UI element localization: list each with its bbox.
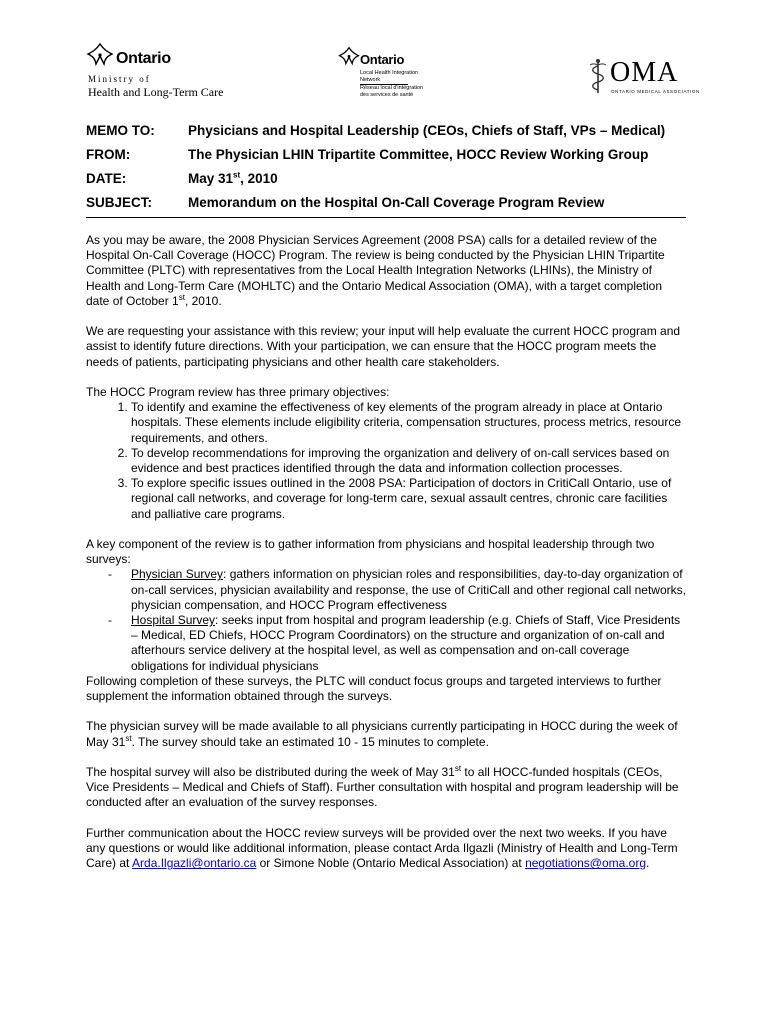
hospital-survey-title: Hospital Survey bbox=[131, 613, 216, 628]
subject-value: Memorandum on the Hospital On-Call Coverage Program Review bbox=[188, 195, 605, 210]
paragraph-intro: As you may be aware, the 2008 Physician Services Agreement (2008 PSA) calls for a detailed review of the Hospital On-Call Coverage (HOCC) Program. The review is being conducted by the Physician LHIN Tripartite Committee (PLTC) with representatives from the Local Health Integration Networks (LHINs), the Ministry of Health and Long-Term Care (MOHLTC) and the Ontario Medical Association (OMA), with a target completion date of October 1st, 2010. bbox=[86, 233, 665, 308]
lhin-logo-name: Ontario bbox=[360, 52, 405, 67]
oma-email-link[interactable]: negotiations@oma.org bbox=[525, 856, 646, 871]
memo-body bbox=[86, 233, 686, 887]
paragraph-contact: Further communication about the HOCC review surveys will be provided over the next two weeks. If you have any questions or would like additional information, please contact Arda Ilgazli (Ministry of Health and Long-Term Care) at Arda.Ilgazli@ontario.ca or Simone Noble (Ontario Medical Association) at negotiations@oma.org. bbox=[86, 825, 678, 871]
date-label: DATE: bbox=[86, 171, 127, 186]
moh-email-link[interactable]: Arda.Ilgazli@ontario.ca bbox=[132, 856, 257, 871]
header-divider bbox=[86, 217, 686, 218]
memo-to-label: MEMO TO: bbox=[86, 123, 155, 138]
from-label: FROM: bbox=[86, 147, 131, 162]
survey-item-physician bbox=[86, 567, 686, 613]
dash-bullet: - bbox=[108, 567, 112, 582]
oma-logo-name: OMA bbox=[610, 57, 679, 88]
physician-survey-title: Physician Survey bbox=[131, 567, 224, 582]
surveys-list bbox=[86, 567, 686, 673]
objective-item: 3. To explore specific issues outlined in the 2008 PSA: Participation of doctors in CritiCall Ontario, use of regional call networks, and coverage for long-term care, sexual assault centres, chronic care facilities and palliative care programs. bbox=[131, 476, 686, 522]
paragraph-followup: Following completion of these surveys, the PLTC will conduct focus groups and targeted interviews to further supplement the information obtained through the surveys. bbox=[86, 673, 662, 704]
lhin-line-2: Network bbox=[360, 76, 381, 83]
oma-logo-subtitle: ONTARIO MEDICAL ASSOCIATION bbox=[611, 89, 700, 94]
physician-survey-text: : gathers information on physician roles and responsibilities, day-to-day organization of on-call services, physician availability and response, the use of CritiCall and other regional call networks, physician compensation, and HOCC Program effectiveness bbox=[131, 567, 686, 612]
lhin-line-3: Réseau local d'intégration bbox=[360, 85, 424, 91]
memo-to-value: Physicians and Hospital Leadership (CEOs, Chiefs of Staff, VPs – Medical) bbox=[188, 123, 666, 138]
moh-logo-ministry: Ministry of bbox=[88, 74, 151, 84]
objective-item: 1. To identify and examine the effectiveness of key elements of the program already in place at Ontario hospitals. These elements include eligibility criteria, compensation structures, process metrics, resource requirements, and others. bbox=[131, 400, 686, 446]
objective-item: 2. To develop recommendations for improving the organization and delivery of on-call services based on evidence and best practices identified through the data and information collection processes. bbox=[131, 446, 686, 476]
objectives-list bbox=[86, 400, 686, 522]
paragraph-surveys-intro: A key component of the review is to gather information from physicians and hospital leadership through two surveys: bbox=[86, 537, 655, 567]
hospital-survey-text: : seeks input from hospital and program leadership (e.g. Chiefs of Staff, Vice Presidents – Medical, ED Chiefs, HOCC Program Coordinators) on the structure and organization of on-call and afterhours service delivery at the hospital level, as well as compensation and on-call coverage obligations for individual physicians bbox=[131, 613, 681, 673]
subject-label: SUBJECT: bbox=[86, 195, 153, 210]
paragraph-objectives-intro: The HOCC Program review has three primary objectives: bbox=[86, 385, 390, 399]
paragraph-physician-survey: The physician survey will be made available to all physicians currently participating in HOCC during the week of May 31st. The survey should take an estimated 10 - 15 minutes to complete. bbox=[86, 719, 678, 749]
survey-item-hospital bbox=[86, 613, 686, 674]
caduceus-icon bbox=[588, 58, 608, 94]
date-value: May 31st, 2010 bbox=[188, 170, 278, 186]
from-value: The Physician LHIN Tripartite Committee, HOCC Review Working Group bbox=[188, 147, 649, 162]
moh-logo-dept: Health and Long-Term Care bbox=[88, 85, 224, 99]
trillium-icon bbox=[338, 46, 360, 70]
lhin-divider bbox=[360, 84, 408, 85]
dash-bullet: - bbox=[108, 613, 112, 628]
lhin-line-4: des services de santé bbox=[360, 91, 414, 98]
moh-logo-name: Ontario bbox=[116, 50, 171, 67]
paragraph-hospital-survey: The hospital survey will also be distributed during the week of May 31st to all HOCC-funded hospitals (CEOs, Vice Presidents – Medical and Chiefs of Staff). Further consultation with hospital and program leadership will be conducted after an evaluation of the survey responses. bbox=[86, 764, 679, 810]
lhin-line-1: Local Health Integration bbox=[360, 70, 419, 76]
paragraph-request: We are requesting your assistance with this review; your input will help evaluate the current HOCC program and assist to identify future directions. With your participation, we can ensure that the HOCC program meets the needs of patients, participating physicians and other health care stakeholders. bbox=[86, 324, 681, 369]
trillium-icon bbox=[86, 42, 114, 72]
